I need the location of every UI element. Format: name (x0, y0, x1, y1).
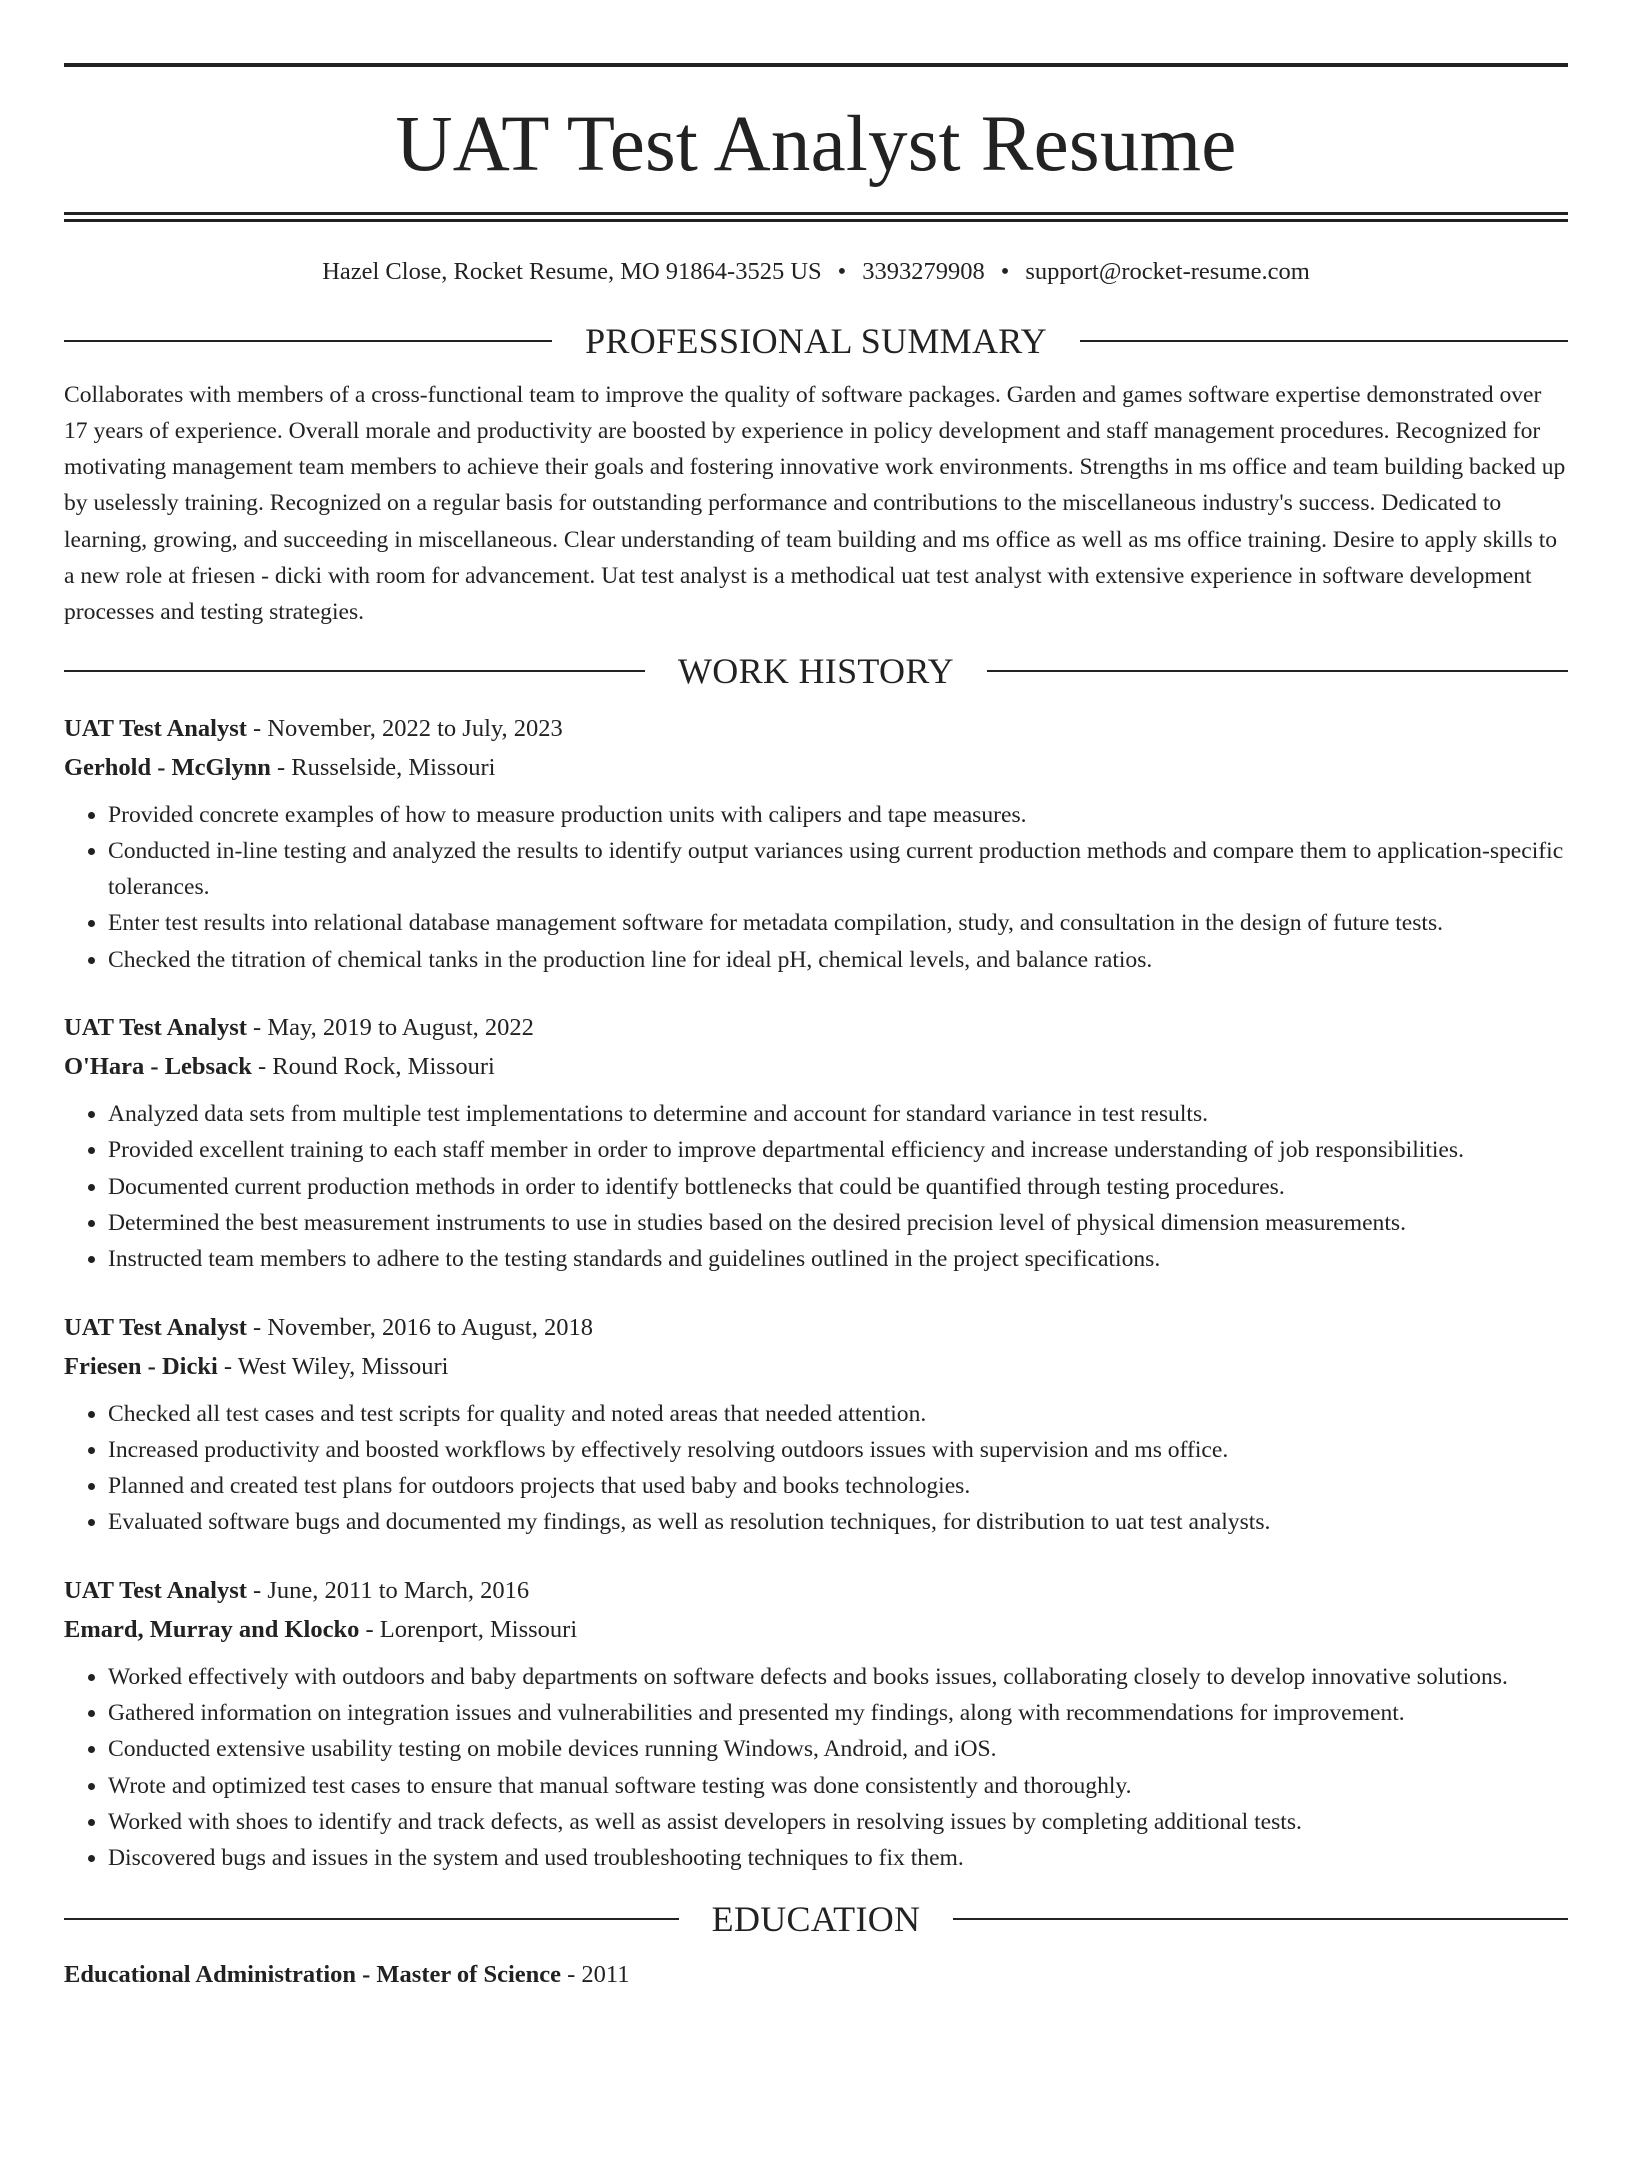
job-list (64, 709, 1568, 1877)
job-location: - Russelside, Missouri (270, 753, 496, 781)
top-rule (64, 63, 1568, 67)
job-title-line (64, 1571, 1568, 1610)
page-title: UAT Test Analyst Resume (395, 101, 1237, 188)
education-heading (64, 1898, 1568, 1939)
title-double-rule (64, 212, 1568, 222)
education-entry (64, 1955, 1568, 1994)
education-degree: Educational Administration - Master of Science (64, 1960, 562, 1988)
job-company: O'Hara - Lebsack (64, 1053, 252, 1081)
job-dates: - May, 2019 to August, 2022 (246, 1014, 534, 1042)
work-history-heading (64, 650, 1568, 691)
job-title: UAT Test Analyst (64, 1313, 247, 1341)
education-year: - 2011 (561, 1960, 630, 1988)
job-bullet: • Conducted extensive usability testing on mobile devices running Windows, Android, and iOS. (108, 1731, 1568, 1767)
job-title: UAT Test Analyst (64, 1576, 247, 1604)
job-bullet: • Checked the titration of chemical tanks in the production line for ideal pH, chemical levels, and balance ratios. (108, 942, 1568, 978)
job-entry (64, 709, 1568, 978)
contact-phone: 3393279908 (862, 258, 985, 285)
job-company: Friesen - Dicki (64, 1352, 218, 1380)
job-bullet: • Worked effectively with outdoors and baby departments on software defects and books issues, collaborating closely to develop innovative solutions. (108, 1659, 1568, 1695)
job-entry (64, 1571, 1568, 1877)
contact-line (64, 260, 1568, 285)
job-title-line (64, 1308, 1568, 1347)
job-company-line (64, 1610, 1568, 1649)
job-entry (64, 1008, 1568, 1277)
job-entry (64, 1308, 1568, 1541)
job-company: Emard, Murray and Klocko (64, 1615, 360, 1643)
job-company-line (64, 748, 1568, 787)
heading-rule-left (64, 1918, 679, 1920)
heading-rule-right (953, 1918, 1568, 1920)
heading-rule-left (64, 340, 552, 342)
job-bullet: • Planned and created test plans for outdoors projects that used baby and books technologies. (108, 1468, 1568, 1504)
job-title-line (64, 709, 1568, 748)
heading-rule-right (987, 670, 1568, 672)
job-location: - Round Rock, Missouri (251, 1053, 495, 1081)
job-company: Gerhold - McGlynn (64, 753, 271, 781)
job-bullet: • Provided concrete examples of how to measure production units with calipers and tape measures. (108, 797, 1568, 833)
job-title-line (64, 1008, 1568, 1047)
job-dates: - November, 2022 to July, 2023 (246, 714, 563, 742)
summary-heading (64, 320, 1568, 361)
job-bullet: • Provided excellent training to each staff member in order to improve departmental efficiency and increase understanding of job responsibilities. (108, 1132, 1568, 1168)
job-location: - West Wiley, Missouri (217, 1352, 449, 1380)
work-history-heading-label: WORK HISTORY (678, 650, 954, 691)
job-bullet: • Wrote and optimized test cases to ensure that manual software testing was done consistently and thoroughly. (108, 1768, 1568, 1804)
summary-heading-label: PROFESSIONAL SUMMARY (585, 320, 1047, 361)
contact-separator: • (837, 258, 847, 285)
contact-email: support@rocket-resume.com (1025, 258, 1310, 285)
job-dates: - November, 2016 to August, 2018 (246, 1313, 593, 1341)
job-bullet: • Worked with shoes to identify and track defects, as well as assist developers in resolving issues by completing additional tests. (108, 1804, 1568, 1840)
resume-page (0, 63, 1632, 2175)
heading-rule-right (1080, 340, 1568, 342)
job-bullets (64, 1659, 1568, 1877)
job-bullet: • Conducted in-line testing and analyzed the results to identify output variances using current production methods and compare them to application-specific tolerances. (108, 833, 1568, 906)
job-location: - Lorenport, Missouri (359, 1615, 578, 1643)
job-bullets (64, 797, 1568, 978)
job-bullet: • Documented current production methods in order to identify bottlenecks that could be quantified through testing procedures. (108, 1169, 1568, 1205)
job-bullet: • Gathered information on integration issues and vulnerabilities and presented my findings, along with recommendations for improvement. (108, 1695, 1568, 1731)
job-bullet: • Increased productivity and boosted workflows by effectively resolving outdoors issues with supervision and ms office. (108, 1432, 1568, 1468)
job-bullet: • Instructed team members to adhere to the testing standards and guidelines outlined in the project specifications. (108, 1241, 1568, 1277)
job-title: UAT Test Analyst (64, 714, 247, 742)
job-title: UAT Test Analyst (64, 1014, 247, 1042)
job-bullet: • Analyzed data sets from multiple test implementations to determine and account for standard variance in test results. (108, 1096, 1568, 1132)
contact-separator: • (1000, 258, 1010, 285)
job-bullet: • Evaluated software bugs and documented my findings, as well as resolution techniques, for distribution to uat test analysts. (108, 1504, 1568, 1540)
education-heading-label: EDUCATION (711, 1898, 921, 1939)
job-bullets (64, 1396, 1568, 1541)
job-dates: - June, 2011 to March, 2016 (246, 1576, 530, 1604)
job-bullet: • Checked all test cases and test scripts for quality and noted areas that needed attention. (108, 1396, 1568, 1432)
job-bullets (64, 1096, 1568, 1277)
job-bullet: • Enter test results into relational database management software for metadata compilation, study, and consultation in the design of future tests. (108, 905, 1568, 941)
contact-address: Hazel Close, Rocket Resume, MO 91864-3525 US (322, 258, 822, 285)
job-bullet: • Discovered bugs and issues in the system and used troubleshooting techniques to fix them. (108, 1840, 1568, 1876)
job-bullet: • Determined the best measurement instruments to use in studies based on the desired precision level of physical dimension measurements. (108, 1205, 1568, 1241)
job-company-line (64, 1347, 1568, 1386)
summary-text: Collaborates with members of a cross-functional team to improve the quality of software packages. Garden and games software expertise demonstrated over 17 years of experience. Overall morale and productivity are boosted by experience in policy development and staff management procedures. Recognized for motivating management team members to achieve their goals and fostering innovative work environments. Strengths in ms office and team building backed up by uselessly training. Recognized on a regular basis for outstanding performance and contributions to the miscellaneous industry's success. Dedicated to learning, growing, and succeeding in miscellaneous. Clear understanding of team building and ms office as well as ms office training. Desire to apply skills to a new role at friesen - dicki with room for advancement. Uat test analyst is a methodical uat test analyst with extensive experience in software development processes and testing strategies. (64, 381, 1566, 626)
heading-rule-left (64, 670, 645, 672)
job-company-line (64, 1047, 1568, 1086)
